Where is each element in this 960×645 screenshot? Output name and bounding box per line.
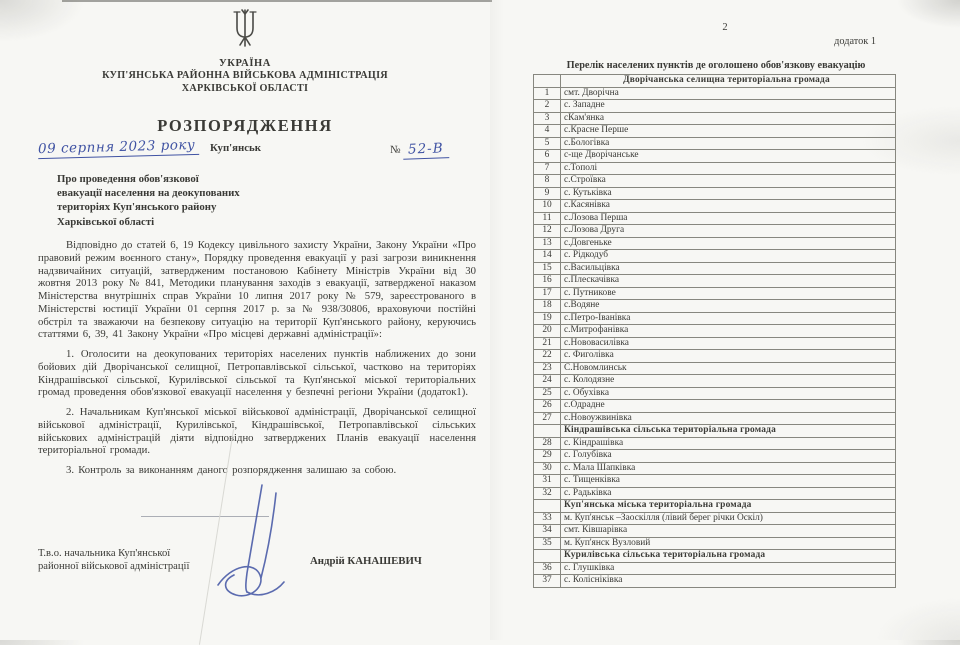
settlement-name-cell: с.Лозова Друга [561, 225, 896, 238]
row-number-cell [534, 425, 561, 438]
subject-line: Про проведення обов'язкової [57, 173, 199, 185]
table-row [534, 112, 896, 125]
settlement-name-cell: с. Колісніківка [561, 575, 896, 588]
table-row [534, 275, 896, 288]
settlement-name-cell: с. Мала Шапківка [561, 462, 896, 475]
table-row [534, 187, 896, 200]
subject-line: Харківської області [57, 215, 155, 228]
row-number-cell: 27 [534, 412, 561, 425]
row-number-cell [534, 75, 561, 88]
settlement-name-cell: сКам'янка [561, 112, 896, 125]
document-body [38, 239, 476, 484]
preamble-paragraph: Відповідно до статей 6, 19 Кодексу цивільного захисту України, Закону України «Про правовий режим воєнного стану», Порядку проведення евакуації у разі загрози виникнення надзвичайних ситуацій, затвердженим постановою Кабінету Міністрів України від 30 жовтня 2013 року № 841, Методики планування заходів з евакуації, затвердженої наказом Міністерства внутрішніх справ України 10 липня 2017 року № 579, зареєстрованого в Міністерстві юстиції України 01 серпня 2017 р. за № 938/30806, враховуючи постійні обстріл та зважаючи на безпекову ситуацію на території Куп'янського району, керуючись статтями 6, 39, 41 Закону України «Про місцеві державні адміністрації»: [38, 239, 476, 341]
row-number-cell: 9 [534, 187, 561, 200]
table-row [534, 137, 896, 150]
table-row [534, 537, 896, 550]
org-name-line1: КУП'ЯНСЬКА РАЙОННА ВІЙСЬКОВА АДМІНІСТРАЦІЯ [102, 70, 388, 81]
table-row [534, 525, 896, 538]
signer-position-line2: районної військової адміністрації [38, 561, 190, 573]
settlement-name-cell: с. Глушківка [561, 562, 896, 575]
document-type-title: РОЗПОРЯДЖЕННЯ [157, 116, 333, 135]
group-header-cell: Курилівська сільська територіальна громада [561, 550, 896, 563]
settlement-name-cell: с.Тополі [561, 162, 896, 175]
row-number-cell: 17 [534, 287, 561, 300]
row-number-cell: 21 [534, 337, 561, 350]
row-number-cell: 34 [534, 525, 561, 538]
item-2-paragraph: 2. Начальникам Куп'янської міської військової адміністрації, Дворічанської селищної військової адміністрації, Курилівської, Кіндрашівської, Петропавлівської сільських військових адміністрацій діяти відповідно затверджених Планів евакуації населення територіальної громади. [38, 406, 476, 457]
row-number-cell: 7 [534, 162, 561, 175]
table-group-header-row [534, 75, 896, 88]
table-row [534, 175, 896, 188]
date-number-row [37, 136, 476, 163]
row-number-cell: 8 [534, 175, 561, 188]
number-label: № [390, 144, 401, 156]
settlement-name-cell: с.Бологівка [561, 137, 896, 150]
row-number-cell: 28 [534, 437, 561, 450]
org-name-line2: ХАРКІВСЬКОЇ ОБЛАСТІ [181, 83, 309, 94]
page-2-annex [490, 0, 960, 640]
settlement-name-cell: с. Путникове [561, 287, 896, 300]
table-row [534, 450, 896, 463]
country-name: УКРАЇНА [218, 58, 271, 69]
settlement-name-cell: смт. Дворічна [561, 87, 896, 100]
table-row [534, 225, 896, 238]
page-number: 2 [722, 22, 728, 33]
row-number-cell [534, 500, 561, 513]
settlement-name-cell: с. Тищенківка [561, 475, 896, 488]
handwritten-number: 52-В [403, 140, 449, 160]
settlement-name-cell: с.Петро-Іванівка [561, 312, 896, 325]
settlement-name-cell: с. Радьківка [561, 487, 896, 500]
row-number-cell: 14 [534, 250, 561, 263]
settlement-name-cell: с.Плескачівка [561, 275, 896, 288]
row-number-cell: 3 [534, 112, 561, 125]
settlement-name-cell: м. Куп'янск Вузловий [561, 537, 896, 550]
table-row [534, 100, 896, 113]
group-header-cell: Кіндрашівська сільська територіальна громада [561, 425, 896, 438]
signer-position [38, 547, 189, 574]
table-group-header-row [534, 425, 896, 438]
subject-line: територіях Куп'янського району [57, 201, 217, 214]
table-row [534, 300, 896, 313]
row-number-cell: 11 [534, 212, 561, 225]
handwritten-date: 09 серпня 2023 року [38, 137, 200, 159]
table-group-header-row [534, 500, 896, 513]
settlements-table-body [534, 75, 896, 588]
row-number-cell: 2 [534, 100, 561, 113]
row-number-cell: 16 [534, 275, 561, 288]
row-number-cell: 37 [534, 575, 561, 588]
row-number-cell: 6 [534, 150, 561, 163]
row-number-cell: 20 [534, 325, 561, 338]
table-row [534, 362, 896, 375]
row-number-cell: 15 [534, 262, 561, 275]
signer-name: Андрій КАНАШЕВИЧ [310, 555, 422, 567]
settlement-name-cell: с. Кутьківка [561, 187, 896, 200]
document-subject [57, 172, 327, 229]
document-city: Куп'янськ [210, 142, 261, 154]
settlement-name-cell: с. Западне [561, 100, 896, 113]
table-row [534, 150, 896, 163]
row-number-cell: 35 [534, 537, 561, 550]
settlement-name-cell: с.Касянівка [561, 200, 896, 213]
row-number-cell: 10 [534, 200, 561, 213]
ukraine-trident-emblem-icon [226, 6, 264, 55]
settlement-name-cell: С.Новомлинськ [561, 362, 896, 375]
row-number-cell: 24 [534, 375, 561, 388]
settlement-name-cell: с.Митрофанівка [561, 325, 896, 338]
settlement-name-cell: с.Строївка [561, 175, 896, 188]
settlement-name-cell: с. Голубівка [561, 450, 896, 463]
row-number-cell: 29 [534, 450, 561, 463]
subject-line: евакуації населення на деокупованих [57, 187, 240, 200]
table-row [534, 412, 896, 425]
settlement-name-cell: с. Фиголівка [561, 350, 896, 363]
annex-label: додаток 1 [834, 36, 876, 47]
table-row [534, 125, 896, 138]
row-number-cell: 31 [534, 475, 561, 488]
table-row [534, 562, 896, 575]
table-row [534, 237, 896, 250]
settlements-table [533, 74, 896, 588]
settlement-name-cell: с.Водяне [561, 300, 896, 313]
row-number-cell: 19 [534, 312, 561, 325]
row-number-cell: 25 [534, 387, 561, 400]
row-number-cell: 4 [534, 125, 561, 138]
table-row [534, 437, 896, 450]
row-number-cell: 36 [534, 562, 561, 575]
table-row [534, 387, 896, 400]
row-number-cell: 33 [534, 512, 561, 525]
signer-position-line1: Т.в.о. начальника Куп'янської [38, 548, 171, 559]
row-number-cell: 26 [534, 400, 561, 413]
table-row [534, 162, 896, 175]
table-row [534, 350, 896, 363]
row-number-cell: 30 [534, 462, 561, 475]
settlement-name-cell: с.Красне Перше [561, 125, 896, 138]
row-number-cell: 22 [534, 350, 561, 363]
table-group-header-row [534, 550, 896, 563]
table-row [534, 262, 896, 275]
settlement-name-cell: с. Кіндрашівка [561, 437, 896, 450]
item-3-paragraph: 3. Контроль за виконанням даного розпорядження залишаю за собою. [66, 464, 397, 476]
table-row [534, 575, 896, 588]
row-number-cell: 18 [534, 300, 561, 313]
table-row [534, 250, 896, 263]
table-row [534, 287, 896, 300]
item-1-paragraph: 1. Оголосити на деокупованих територіях населених пунктів наближених до зони бойових дій Дворічанської селищної, Петропавлівської сільської, частково на територіях Кіндрашівської сільської, Курилівської сільської та Куп'янської міської територіальних громад проведення обов'язкової евакуації населення у безпечні регіони України (додаток1). [38, 348, 476, 399]
row-number-cell: 32 [534, 487, 561, 500]
settlement-name-cell: с.Нововасилівка [561, 337, 896, 350]
settlements-table-title: Перелік населених пунктів де оголошено обов'язкову евакуацію [566, 60, 866, 71]
row-number-cell: 12 [534, 225, 561, 238]
letterhead [0, 6, 490, 136]
table-row [534, 87, 896, 100]
settlement-name-cell: с-ще Дворічанське [561, 150, 896, 163]
handwritten-signature [200, 483, 310, 628]
table-row [534, 200, 896, 213]
row-number-cell: 1 [534, 87, 561, 100]
table-row [534, 212, 896, 225]
table-row [534, 400, 896, 413]
row-number-cell: 23 [534, 362, 561, 375]
settlement-name-cell: с.Новоужвинівка [561, 412, 896, 425]
row-number-cell: 5 [534, 137, 561, 150]
table-row [534, 512, 896, 525]
settlement-name-cell: с. Рідкодуб [561, 250, 896, 263]
settlement-name-cell: смт. Ківшарівка [561, 525, 896, 538]
settlement-name-cell: с.Одрадне [561, 400, 896, 413]
table-row [534, 475, 896, 488]
table-row [534, 325, 896, 338]
table-row [534, 312, 896, 325]
settlement-name-cell: с.Васильцівка [561, 262, 896, 275]
table-row [534, 375, 896, 388]
row-number-cell [534, 550, 561, 563]
document-number-line [390, 141, 449, 159]
settlement-name-cell: с.Довгеньке [561, 237, 896, 250]
table-row [534, 462, 896, 475]
settlement-name-cell: м. Куп'янськ –Заоскілля (лівий берег річки Оскіл) [561, 512, 896, 525]
table-row [534, 487, 896, 500]
settlement-name-cell: с. Обухівка [561, 387, 896, 400]
row-number-cell: 13 [534, 237, 561, 250]
group-header-cell: Дворічанська селищна територіальна громада [561, 75, 896, 88]
signature-block [38, 545, 476, 615]
settlement-name-cell: с.Лозова Перша [561, 212, 896, 225]
group-header-cell: Куп'янська міська територіальна громада [561, 500, 896, 513]
table-row [534, 337, 896, 350]
settlement-name-cell: с. Колодязне [561, 375, 896, 388]
